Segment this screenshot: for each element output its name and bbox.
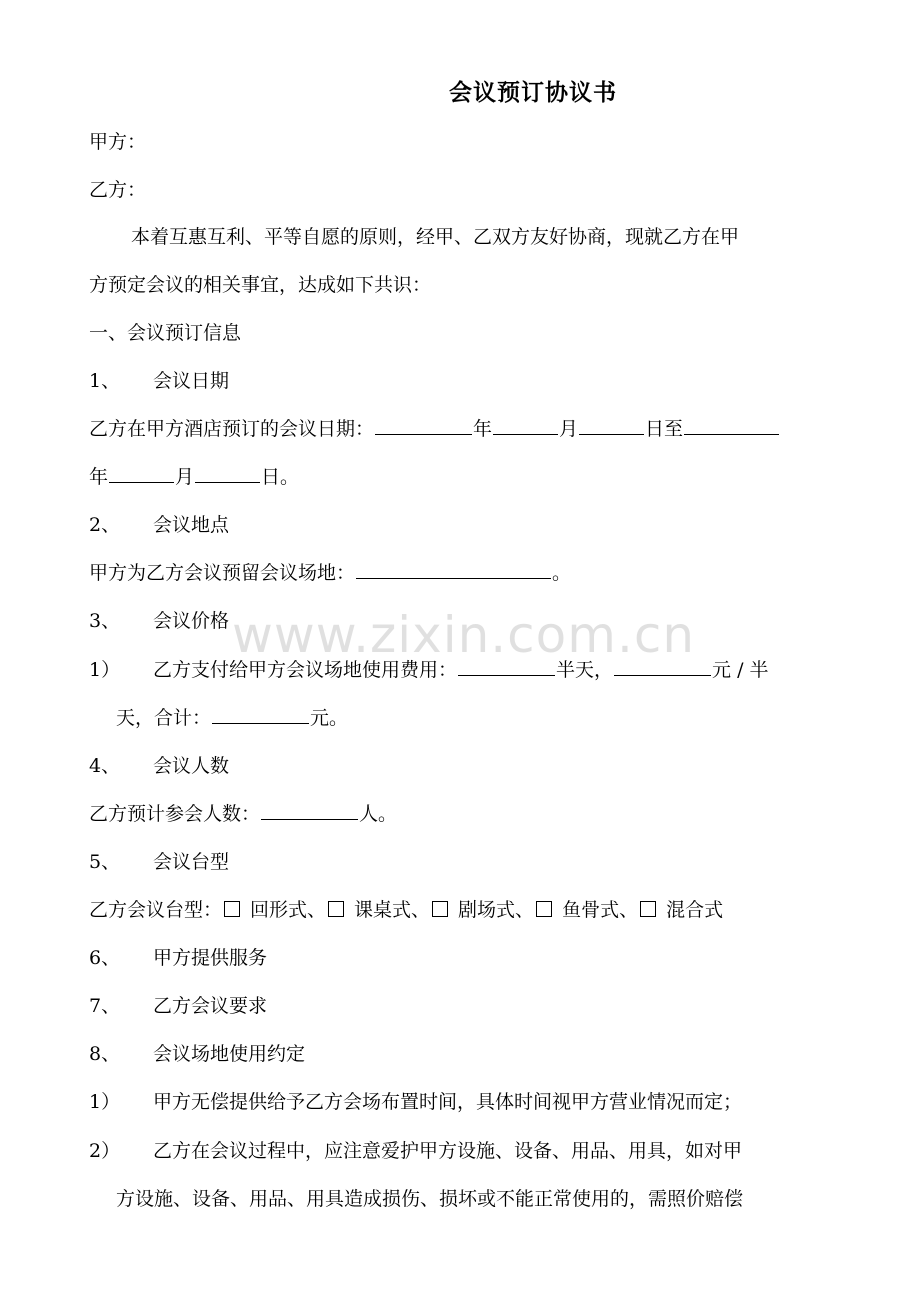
item-6-label: 甲方提供服务: [153, 947, 268, 969]
item-8-clause-2-line-2: 方设施、设备、用品、用具造成损伤、损坏或不能正常使用的，需照价赔偿: [116, 1188, 744, 1210]
item-2-venue-line: [89, 558, 571, 588]
item-1-number: 1、: [89, 370, 121, 392]
yuan-per-half-label: 元 / 半: [712, 659, 769, 681]
item-5-number: 5、: [89, 851, 121, 873]
item-4-attendees-text: 乙方预计参会人数：: [89, 803, 261, 825]
layout-option-3: 剧场式、: [458, 899, 535, 921]
half-day-label: 半天，: [556, 659, 614, 681]
layout-checkbox-1[interactable]: [224, 901, 240, 917]
start-year-blank[interactable]: [375, 414, 472, 435]
item-1-date-text: 乙方在甲方酒店预订的会议日期：: [89, 418, 375, 440]
intro-paragraph-line-1: 本着互惠互利、平等自愿的原则，经甲、乙双方友好协商，现就乙方在甲: [131, 226, 740, 248]
year-label: 年: [473, 418, 493, 440]
item-4-heading: [89, 751, 229, 781]
item-8-clause-2-line-1: [89, 1136, 742, 1166]
day-to-label: 日至: [645, 418, 684, 440]
layout-checkbox-3[interactable]: [432, 901, 448, 917]
party-a-line: 甲方：: [89, 131, 147, 153]
layout-option-4: 鱼骨式、: [562, 899, 639, 921]
item-8-clause-1: [89, 1087, 742, 1117]
item-8-clause-1-number: 1）: [89, 1091, 121, 1113]
item-5-label: 会议台型: [153, 851, 230, 873]
item-8-label: 会议场地使用约定: [153, 1043, 306, 1065]
item-8-clause-1-text: 甲方无偿提供给予乙方会场布置时间，具体时间视甲方营业情况而定；: [153, 1091, 743, 1113]
layout-option-1: 回形式、: [250, 899, 327, 921]
attendees-blank[interactable]: [261, 799, 358, 820]
item-8-clause-2-text: 乙方在会议过程中，应注意爱护甲方设施、设备、用品、用具，如对甲: [153, 1140, 743, 1162]
item-3-price-text: 乙方支付给甲方会议场地使用费用：: [153, 659, 458, 681]
item-1-heading: [89, 366, 229, 396]
end-year-blank[interactable]: [684, 414, 779, 435]
item-4-label: 会议人数: [153, 755, 230, 777]
layout-checkbox-5[interactable]: [640, 901, 656, 917]
item-2-label: 会议地点: [153, 514, 230, 536]
section-1-heading: 一、会议预订信息: [89, 322, 242, 344]
item-2-venue-text: 甲方为乙方会议预留会议场地：: [89, 562, 356, 584]
end-month-label: 月: [175, 466, 195, 488]
item-7-number: 7、: [89, 995, 121, 1017]
layout-checkbox-2[interactable]: [328, 901, 344, 917]
item-3-price-line-2: [116, 703, 348, 733]
item-8-heading: [89, 1039, 305, 1069]
total-price-blank[interactable]: [212, 703, 309, 724]
item-1-label: 会议日期: [153, 370, 230, 392]
item-3-label: 会议价格: [153, 610, 230, 632]
day-total-label: 天，合计：: [116, 707, 212, 729]
layout-option-5: 混合式: [666, 899, 724, 921]
item-8-number: 8、: [89, 1043, 121, 1065]
party-b-line: 乙方：: [89, 179, 147, 201]
item-3-number: 3、: [89, 610, 121, 632]
item-2-period: 。: [552, 562, 572, 584]
item-4-attendees-line: [89, 799, 397, 829]
item-1-date-line-1: [89, 414, 780, 444]
document-title: 会议预订协议书: [449, 79, 617, 106]
end-day-blank[interactable]: [195, 462, 260, 483]
item-4-number: 4、: [89, 755, 121, 777]
item-3-sub-number: 1）: [89, 659, 121, 681]
item-6-heading: [89, 943, 267, 973]
item-7-heading: [89, 991, 267, 1021]
venue-blank[interactable]: [356, 558, 551, 579]
layout-checkbox-4[interactable]: [536, 901, 552, 917]
start-month-blank[interactable]: [493, 414, 558, 435]
item-5-layout-line: [89, 895, 723, 925]
end-year-label: 年: [89, 466, 109, 488]
end-month-blank[interactable]: [109, 462, 174, 483]
people-label: 人。: [359, 803, 398, 825]
item-5-layout-text: 乙方会议台型：: [89, 899, 223, 921]
watermark: www.zixin.com.cn: [232, 606, 696, 664]
layout-option-2: 课桌式、: [354, 899, 431, 921]
start-day-blank[interactable]: [579, 414, 644, 435]
month-label: 月: [559, 418, 579, 440]
item-6-number: 6、: [89, 947, 121, 969]
intro-paragraph-line-2: 方预定会议的相关事宜，达成如下共识：: [89, 274, 432, 296]
item-8-clause-2-number: 2）: [89, 1140, 121, 1162]
item-1-date-line-2: [89, 462, 299, 492]
item-2-number: 2、: [89, 514, 121, 536]
end-day-label: 日。: [261, 466, 300, 488]
item-2-heading: [89, 510, 229, 540]
item-3-heading: [89, 606, 229, 636]
item-7-label: 乙方会议要求: [153, 995, 268, 1017]
item-5-heading: [89, 847, 229, 877]
yuan-label: 元。: [310, 707, 349, 729]
